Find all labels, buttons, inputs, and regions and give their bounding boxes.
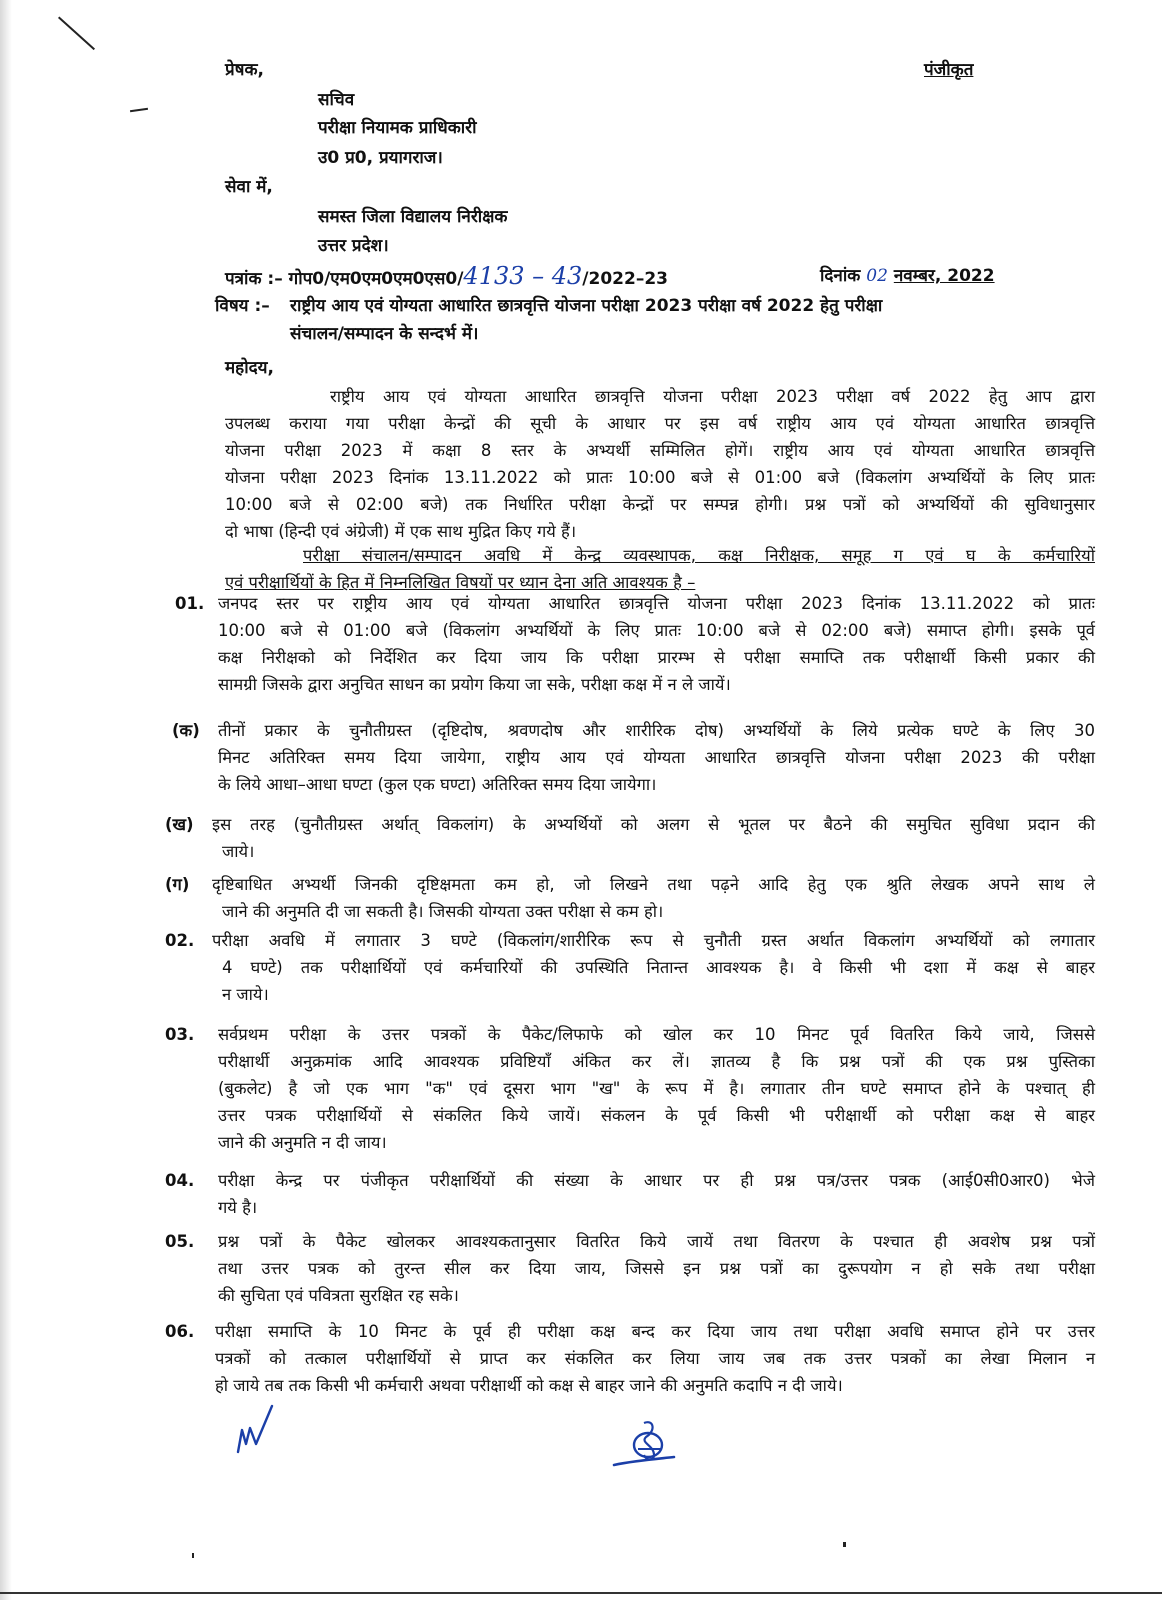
salutation: महोदय, bbox=[225, 358, 274, 378]
point-line: जाये। bbox=[222, 842, 255, 861]
point-line: न जाये। bbox=[222, 985, 269, 1004]
reference-label: पत्रांक :– गोप0/एम0एम0एम0एस0/ bbox=[225, 269, 464, 289]
subject-line-2: संचालन/सम्पादन के सन्दर्भ में। bbox=[290, 324, 479, 344]
page-bottom-edge bbox=[0, 1592, 1162, 1594]
recipient-label: सेवा में, bbox=[225, 177, 273, 197]
point-number: (क) bbox=[172, 721, 200, 740]
point-ga bbox=[212, 871, 1095, 925]
point-line: दृष्टिबाधित अभ्यर्थी जिनकी दृष्टिक्षमता कम हो, जो लिखने तथा पढ़ने आदि हेतु एक श्रुति लेखक अपने साथ ले bbox=[212, 875, 1095, 894]
handwritten-reference-number: 4133 – 43 bbox=[463, 262, 583, 290]
point-line: परीक्षा समाप्ति के 10 मिनट के पूर्व ही परीक्षा कक्ष बन्द कर दिया जाय तथा परीक्षा अवधि समाप्त होने पर उत्तर bbox=[215, 1322, 1095, 1341]
point-line: परीक्षा केन्द्र पर पंजीकृत परीक्षार्थियों की संख्या के आधार पर ही प्रश्न पत्र/उत्तर पत्रक (आई0सी0आर0) भेजे bbox=[218, 1171, 1095, 1190]
point-number: 02. bbox=[165, 931, 195, 950]
point-line: परीक्षार्थी अनुक्रमांक आदि आवश्यक प्रविष्टियॉं अंकित कर लें। ज्ञातव्य है कि प्रश्न पत्रों की एक प्रश्न पुस्तिका bbox=[218, 1052, 1095, 1071]
intro-line: राष्ट्रीय आय एवं योग्यता आधारित छात्रवृत्ति योजना परीक्षा 2023 परीक्षा वर्ष 2022 हेतु आप द्वारा bbox=[330, 387, 1095, 406]
point-05 bbox=[218, 1228, 1095, 1309]
reference-suffix: /2022–23 bbox=[582, 269, 668, 289]
pen-dash-mark bbox=[130, 108, 148, 112]
handwritten-date-day: 02 bbox=[866, 266, 888, 286]
point-06 bbox=[215, 1318, 1095, 1399]
point-line: 10:00 बजे से 01:00 बजे (विकलांग अभ्यर्थियों के लिए प्रातः 10:00 बजे से 02:00 बजे) समाप्त होगी। इसके पूर्व bbox=[218, 621, 1095, 640]
point-02 bbox=[212, 927, 1095, 1008]
intro-line: दो भाषा (हिन्दी एवं अंग्रेजी) में एक साथ मुद्रित किए गये हैं। bbox=[225, 522, 577, 541]
intro-paragraph bbox=[225, 383, 1095, 545]
point-line: सर्वप्रथम परीक्षा के उत्तर पत्रकों के पैकेट/लिफाफे को खोल कर 10 मिनट पूर्व वितरित किये जाये, जिससे bbox=[218, 1025, 1095, 1044]
scan-speck bbox=[843, 1542, 846, 1547]
point-kha bbox=[212, 811, 1095, 865]
scan-edge-shadow bbox=[0, 0, 12, 1600]
sender-line-3: उ0 प्र0, प्रयागराज। bbox=[318, 148, 443, 168]
point-line: प्रश्न पत्रों के पैकेट खोलकर आवश्यकतानुसार वितरित किये जायें तथा वितरण के पश्चात ही अवशेष प्रश्न पत्रों bbox=[218, 1232, 1095, 1251]
point-line: 4 घण्टे) तक परीक्षार्थियों एवं कर्मचारियों की उपस्थिति नितान्त आवश्यक है। वे किसी भी दशा में कक्ष से बाहर bbox=[222, 958, 1095, 977]
point-line: मिनट अतिरिक्त समय दिया जायेगा, राष्ट्रीय आय एवं योग्यता आधारित छात्रवृत्ति योजना परीक्षा 2023 की परीक्षा bbox=[218, 748, 1095, 767]
officer-signature bbox=[610, 1415, 690, 1470]
letter-date bbox=[820, 264, 995, 288]
point-line: तीनों प्रकार के चुनौतीग्रस्त (दृष्टिदोष, श्रवणदोष और शारीरिक दोष) अभ्यर्थियों के लिये प्रत्येक घण्टे के लिए 30 bbox=[218, 721, 1095, 740]
point-line: परीक्षा अवधि में लगातार 3 घण्टे (विकलांग/शारीरिक रूप से चुनौती ग्रस्त अर्थात विकलांग अभ्यर्थियों को लगातार bbox=[212, 931, 1095, 950]
intro-line: उपलब्ध कराया गया परीक्षा केन्द्रों की सूची के आधार पर इस वर्ष राष्ट्रीय आय एवं योग्यता आधारित छात्रवृत्ति bbox=[225, 414, 1095, 433]
point-04 bbox=[218, 1167, 1095, 1221]
point-number: 01. bbox=[175, 594, 205, 613]
point-number: (ग) bbox=[165, 875, 190, 894]
sender-label: प्रेषक, bbox=[225, 60, 265, 80]
sender-line-2: परीक्षा नियामक प्राधिकारी bbox=[318, 118, 477, 138]
intro-line: योजना परीक्षा 2023 में कक्षा 8 स्तर के अभ्यर्थी सम्मिलित होगें। राष्ट्रीय आय एवं योग्यता आधारित छात्रवृत्ति bbox=[225, 441, 1095, 460]
instruction-line: एवं परीक्षार्थियों के हित में निम्नलिखित विषयों पर ध्यान देना अति आवश्यक है – bbox=[225, 573, 696, 592]
point-line: के लिये आधा–आधा घण्टा (कुल एक घण्टा) अतिरिक्त समय दिया जायेगा। bbox=[218, 775, 657, 794]
subject-label: विषय :– bbox=[215, 296, 270, 316]
point-number: 05. bbox=[165, 1232, 195, 1251]
point-number: 03. bbox=[165, 1025, 195, 1044]
date-month-year: नवम्बर, 2022 bbox=[893, 266, 995, 286]
recipient-line-2: उत्तर प्रदेश। bbox=[318, 236, 389, 256]
reference-number bbox=[225, 264, 668, 291]
point-line: की सुचिता एवं पवित्रता सुरक्षित रह सके। bbox=[218, 1286, 459, 1305]
point-line: जनपद स्तर पर राष्ट्रीय आय एवं योग्यता आधारित छात्रवृत्ति योजना परीक्षा 2023 दिनांक 13.11.2022 को प्रातः bbox=[218, 594, 1095, 613]
pen-stroke-mark bbox=[58, 17, 95, 51]
point-line: कक्ष निरीक्षको को निर्देशित कर दिया जाय कि परीक्षा प्रारम्भ से परीक्षा समाप्ति तक परीक्षार्थी किसी प्रकार की bbox=[218, 648, 1095, 667]
date-label: दिनांक bbox=[820, 266, 861, 286]
point-01 bbox=[218, 590, 1095, 698]
intro-line: योजना परीक्षा 2023 दिनांक 13.11.2022 को प्रातः 10:00 बजे से 01:00 बजे (विकलांग अभ्यर्थियों के लिए प्रातः bbox=[225, 468, 1095, 487]
point-line: सामग्री जिसके द्वारा अनुचित साधन का प्रयोग किया जा सके, परीक्षा कक्ष में न ले जायें। bbox=[218, 675, 731, 694]
scan-speck bbox=[192, 1553, 194, 1558]
point-line: गये है। bbox=[218, 1198, 258, 1217]
point-line: उत्तर पत्रक परीक्षार्थियों से संकलित किये जायें। संकलन के पूर्व किसी भी परीक्षार्थी को परीक्षा कक्ष से बाहर bbox=[218, 1106, 1095, 1125]
point-number: (ख) bbox=[165, 815, 194, 834]
sender-line-1: सचिव bbox=[318, 90, 355, 110]
point-line: जाने की अनुमति दी जा सकती है। जिसकी योग्यता उक्त परीक्षा से कम हो। bbox=[222, 902, 664, 921]
initials-signature bbox=[232, 1400, 282, 1460]
subject-line-1: राष्ट्रीय आय एवं योग्यता आधारित छात्रवृत्ति योजना परीक्षा 2023 परीक्षा वर्ष 2022 हेतु परीक्षा bbox=[290, 296, 883, 316]
point-line: इस तरह (चुनौतीग्रस्त अर्थात् विकलांग) के अभ्यर्थियों को अलग से भूतल पर बैठने की समुचित सुविधा प्रदान की bbox=[212, 815, 1095, 834]
point-line: (बुकलेट) है जो एक भाग "क" एवं दूसरा भाग "ख" के रूप में है। लगातार तीन घण्टे समाप्त होने के पश्चात् ही bbox=[218, 1079, 1095, 1098]
point-number: 04. bbox=[165, 1171, 195, 1190]
underlined-instruction bbox=[225, 542, 1095, 596]
point-03 bbox=[218, 1021, 1095, 1156]
point-line: जाने की अनुमति न दी जाय। bbox=[218, 1133, 387, 1152]
point-number: 06. bbox=[165, 1322, 195, 1341]
point-ka bbox=[218, 717, 1095, 798]
point-line: हो जाये तब तक किसी भी कर्मचारी अथवा परीक्षार्थी को कक्ष से बाहर जाने की अनुमति कदापि न दी जाये। bbox=[215, 1376, 843, 1395]
instruction-line: परीक्षा संचालन/सम्पादन अवधि में केन्द्र व्यवस्थापक, कक्ष निरीक्षक, समूह ग एवं घ के कर्मचारियों bbox=[303, 546, 1095, 565]
recipient-line-1: समस्त जिला विद्यालय निरीक्षक bbox=[318, 207, 508, 227]
point-line: तथा उत्तर पत्रक को तुरन्त सील कर दिया जाय, जिससे इन प्रश्न पत्रों का दुरूपयोग न हो सके तथा परीक्षा bbox=[218, 1259, 1095, 1278]
point-line: पत्रकों को तत्काल परीक्षार्थियों से प्राप्त कर संकलित कर लिया जाय जब तक उत्तर पत्रकों का लेखा मिलान न bbox=[215, 1349, 1095, 1368]
intro-line: 10:00 बजे से 02:00 बजे) तक निर्धारित परीक्षा केन्द्रों पर सम्पन्न होगी। प्रश्न पत्रों को अभ्यर्थियों की सुविधानुसार bbox=[225, 495, 1095, 514]
registered-label: पंजीकृत bbox=[924, 60, 974, 80]
